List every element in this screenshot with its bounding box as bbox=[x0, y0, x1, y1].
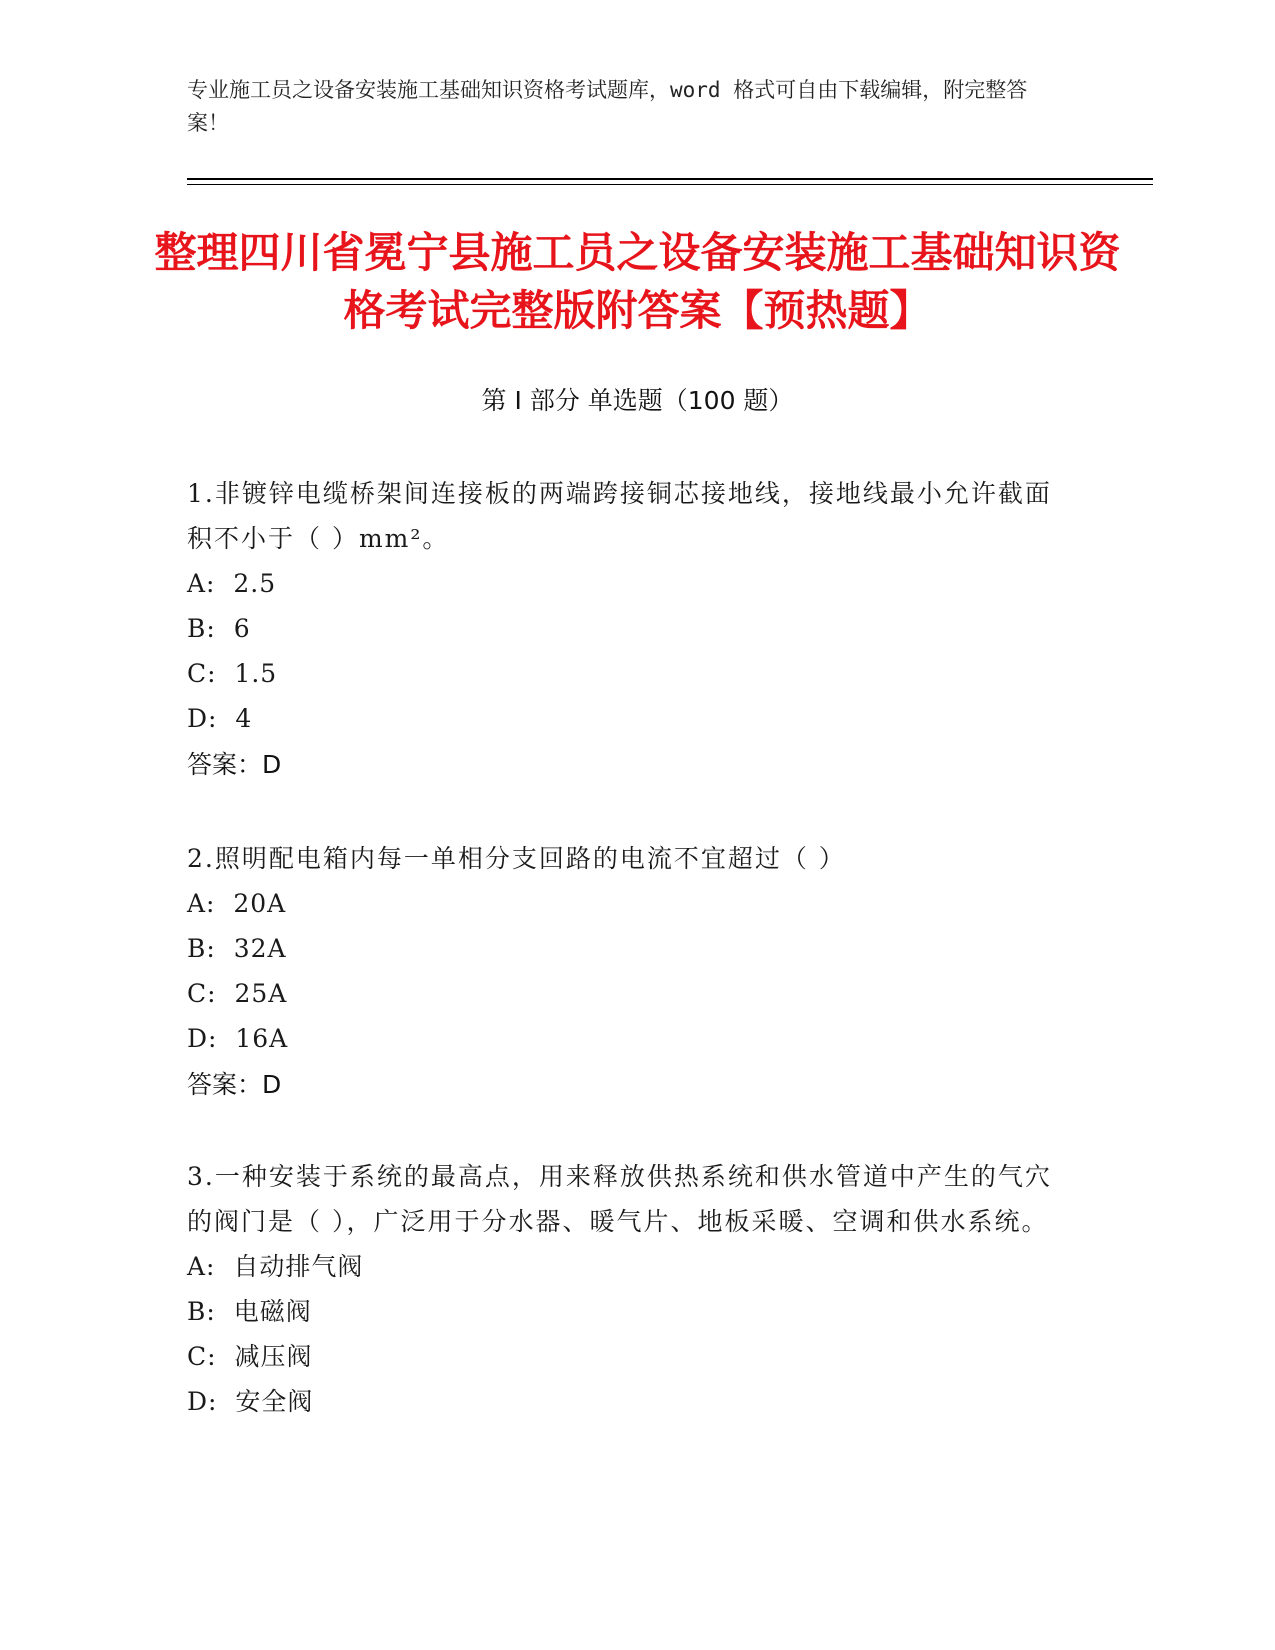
answer: 答案：D bbox=[187, 750, 282, 779]
question-stem: 1.非镀锌电缆桥架间连接板的两端跨接铜芯接地线，接地线最小允许截面积不小于（ ）mm²。 bbox=[187, 479, 1052, 553]
question-1 bbox=[187, 471, 1067, 787]
header-divider-thick bbox=[187, 178, 1153, 180]
option-d: D: 16A bbox=[187, 1024, 289, 1053]
question-stem: 3.一种安装于系统的最高点，用来释放供热系统和供水管道中产生的气穴的阀门是（ ），广泛用于分水器、暖气片、地板采暖、空调和供水系统。 bbox=[187, 1162, 1052, 1236]
option-d: D: 4 bbox=[187, 704, 253, 733]
option-c: C: 减压阀 bbox=[187, 1342, 313, 1371]
option-c: C: 1.5 bbox=[187, 659, 278, 688]
answer: 答案：D bbox=[187, 1070, 282, 1099]
question-2 bbox=[187, 836, 1067, 1107]
question-3 bbox=[187, 1154, 1067, 1424]
option-b: B: 电磁阀 bbox=[187, 1297, 312, 1326]
option-a: A: 2.5 bbox=[187, 569, 277, 598]
question-stem: 2.照明配电箱内每一单相分支回路的电流不宜超过（ ） bbox=[187, 844, 846, 873]
option-b: B: 6 bbox=[187, 614, 251, 643]
document-title: 整理四川省冕宁县施工员之设备安装施工基础知识资格考试完整版附答案【预热题】 bbox=[154, 228, 1121, 335]
option-a: A: 自动排气阀 bbox=[187, 1252, 364, 1281]
section-heading: 第 I 部分 单选题（100 题） bbox=[481, 386, 794, 415]
header-note: 专业施工员之设备安装施工基础知识资格考试题库，word 格式可自由下载编辑，附完整答案！ bbox=[187, 78, 1028, 135]
header-divider-thin bbox=[187, 184, 1153, 185]
option-b: B: 32A bbox=[187, 934, 287, 963]
option-d: D: 安全阀 bbox=[187, 1387, 314, 1416]
option-c: C: 25A bbox=[187, 979, 288, 1008]
option-a: A: 20A bbox=[187, 889, 287, 918]
